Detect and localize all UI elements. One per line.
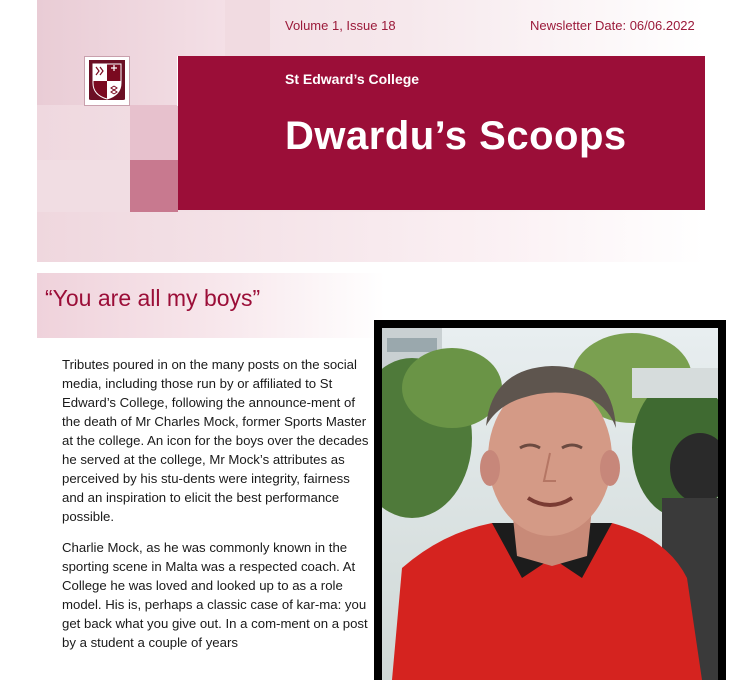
divider <box>177 56 178 106</box>
title-banner <box>178 56 705 210</box>
headline-bar <box>37 273 385 338</box>
mosaic-tile <box>37 160 132 212</box>
portrait-photo-frame <box>374 320 726 680</box>
issue-number: Volume 1, Issue 18 <box>285 18 396 33</box>
portrait-photo <box>382 328 718 680</box>
article-body <box>62 355 370 664</box>
article-paragraph: Tributes poured in on the many posts on the social media, including those run by or affiliated to St Edward’s College, following the announce-ment of the death of Mr Charles Mock, former Sports Master at the college. An icon for the boys over the decades he served at the college, Mr Mock’s attributes as perceived by his stu-dents were integrity, fairness and an inspiration to elicit the best performance possible. <box>62 357 369 524</box>
newsletter-title: Dwardu’s Scoops <box>285 114 627 158</box>
article-headline: “You are all my boys” <box>45 285 261 311</box>
mosaic-tile <box>37 212 705 262</box>
mosaic-tile <box>130 160 178 212</box>
article-paragraph: Charlie Mock, as he was commonly known in the sporting scene in Malta was a respected coach. At College he was loved and looked up to as a role model. His is, perhaps a classic case of kar-ma: you get back what you give out. In a com-ment on a post by a student a couple of years <box>62 540 368 650</box>
college-name: St Edward’s College <box>285 71 420 87</box>
college-crest-logo <box>84 56 130 106</box>
newsletter-date: Newsletter Date: 06/06.2022 <box>530 18 695 33</box>
